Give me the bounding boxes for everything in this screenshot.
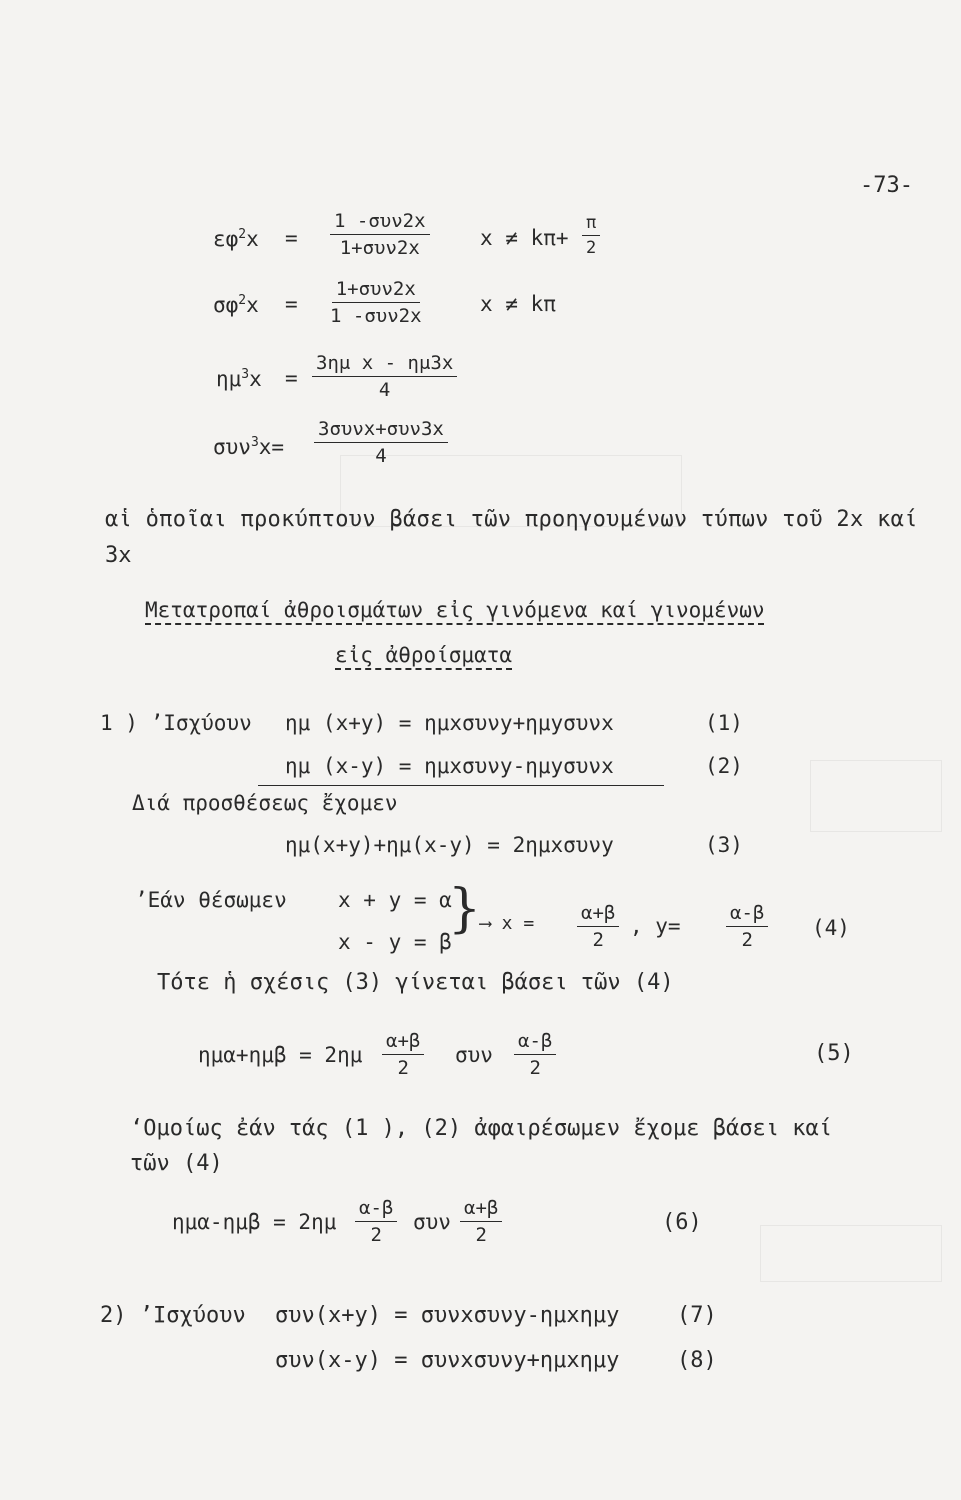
y-solution-fraction: $\frac{\alpha-\beta}{2}$ xyxy=(726,902,768,951)
equation-3-number: (3) xyxy=(705,833,743,857)
similarly-line-2: τῶν (4) xyxy=(130,1151,223,1176)
addition-text: Διά προσθέσεως ἔχομεν xyxy=(132,791,398,815)
equation-3: ημ(x+y)+ημ(x-y) = 2ημxσυνy xyxy=(285,833,614,857)
equation-6-fraction-1: $\frac{\alpha-\beta}{2}$ xyxy=(355,1197,397,1246)
equation-6-number: (6) xyxy=(662,1210,702,1235)
identity-3-equals: = xyxy=(285,366,298,390)
identity-4-fraction: 3συνx+συν3x 4 xyxy=(314,418,448,467)
substitution-1: x + y = α xyxy=(338,888,452,912)
substitution-intro: ’Εάν θέσωμεν xyxy=(135,888,287,912)
identity-1-equals: = xyxy=(285,226,298,250)
section-heading-line-1: Μετατροπαί ἀθροισμάτων εἰς γινόμενα καί γινομένων xyxy=(145,598,765,622)
equation-5-fraction-2: $\frac{\alpha-\beta}{2}$ xyxy=(514,1030,556,1079)
paragraph-line-1: αἱ ὁποῖαι προκύπτουν βάσει τῶν προηγουμένων τύπων τοῦ 2x καί xyxy=(105,507,918,532)
equation-5-cos: συν xyxy=(455,1043,493,1067)
identity-2-equals: = xyxy=(285,292,298,316)
equation-8: συν(x-y) = συνxσυνy+ημxημy xyxy=(275,1348,620,1373)
equation-4-number: (4) xyxy=(812,916,850,940)
section-2-label: 2) ’Ισχύουν xyxy=(100,1303,246,1328)
page-number: -73- xyxy=(860,173,913,198)
equation-5-number: (5) xyxy=(814,1041,854,1066)
sum-rule xyxy=(258,785,664,786)
equation-1-number: (1) xyxy=(705,711,743,735)
identity-1-condition: x ≠ kπ+ xyxy=(480,226,569,250)
identity-3-lhs: $\eta\mu^3x$ xyxy=(216,367,262,391)
x-solution-fraction: $\frac{\alpha+\beta}{2}$ xyxy=(577,902,619,951)
section-1-label: 1 ) ’Ισχύουν xyxy=(100,711,252,735)
equation-2-number: (2) xyxy=(705,754,743,778)
similarly-line-1: ‘Ομοίως ἐάν τάς (1 ), (2) ἀφαιρέσωμεν ἔχομε βάσει καί xyxy=(130,1116,832,1141)
equation-6-fraction-2: $\frac{\alpha+\beta}{2}$ xyxy=(460,1197,502,1246)
identity-2-lhs: $\sigma\varphi^2x$ xyxy=(213,293,259,317)
paragraph-line-2: 3x xyxy=(105,543,132,568)
equation-1: ημ (x+y) = ημxσυνy+ημyσυνx xyxy=(285,711,614,735)
substitution-2: x - y = β xyxy=(338,930,452,954)
section-heading-line-2: εἰς ἀθροίσματα xyxy=(335,643,513,667)
equation-5-fraction-1: $\frac{\alpha+\beta}{2}$ xyxy=(382,1030,424,1079)
equation-6-lhs: ημα-ημβ = 2ημ xyxy=(172,1210,337,1234)
identity-1-condition-fraction: $\frac{\pi}{2}$ xyxy=(582,213,600,258)
identity-3-fraction: $\frac{\text{3ημ x - ημ3x}}{4}$ xyxy=(312,352,457,401)
y-solution-label: , y= xyxy=(630,914,681,938)
identity-2-condition: x ≠ kπ xyxy=(480,292,556,316)
equation-8-number: (8) xyxy=(677,1348,717,1373)
equation-7-number: (7) xyxy=(677,1303,717,1328)
identity-4-lhs: συν$^3$x= xyxy=(213,435,285,459)
then-text: Τότε ἡ σχέσις (3) γίνεται βάσει τῶν (4) xyxy=(157,970,674,995)
brace-icon: } xyxy=(448,879,482,939)
substitution-arrow: ⟶ x = xyxy=(480,913,535,934)
equation-2: ημ (x-y) = ημxσυνy-ημyσυνx xyxy=(285,754,614,778)
equation-5-lhs: ημα+ημβ = 2ημ xyxy=(198,1043,363,1067)
identity-2-fraction: 1+συν2x 1 -συν2x xyxy=(330,278,422,327)
equation-7: συν(x+y) = συνxσυνy-ημxημy xyxy=(275,1303,620,1328)
equation-6-cos: συν xyxy=(413,1210,451,1234)
identity-1-lhs: $\varepsilon\varphi^2x$ xyxy=(213,227,259,251)
identity-1-fraction: 1 -συν2x 1+συν2x xyxy=(330,210,430,259)
